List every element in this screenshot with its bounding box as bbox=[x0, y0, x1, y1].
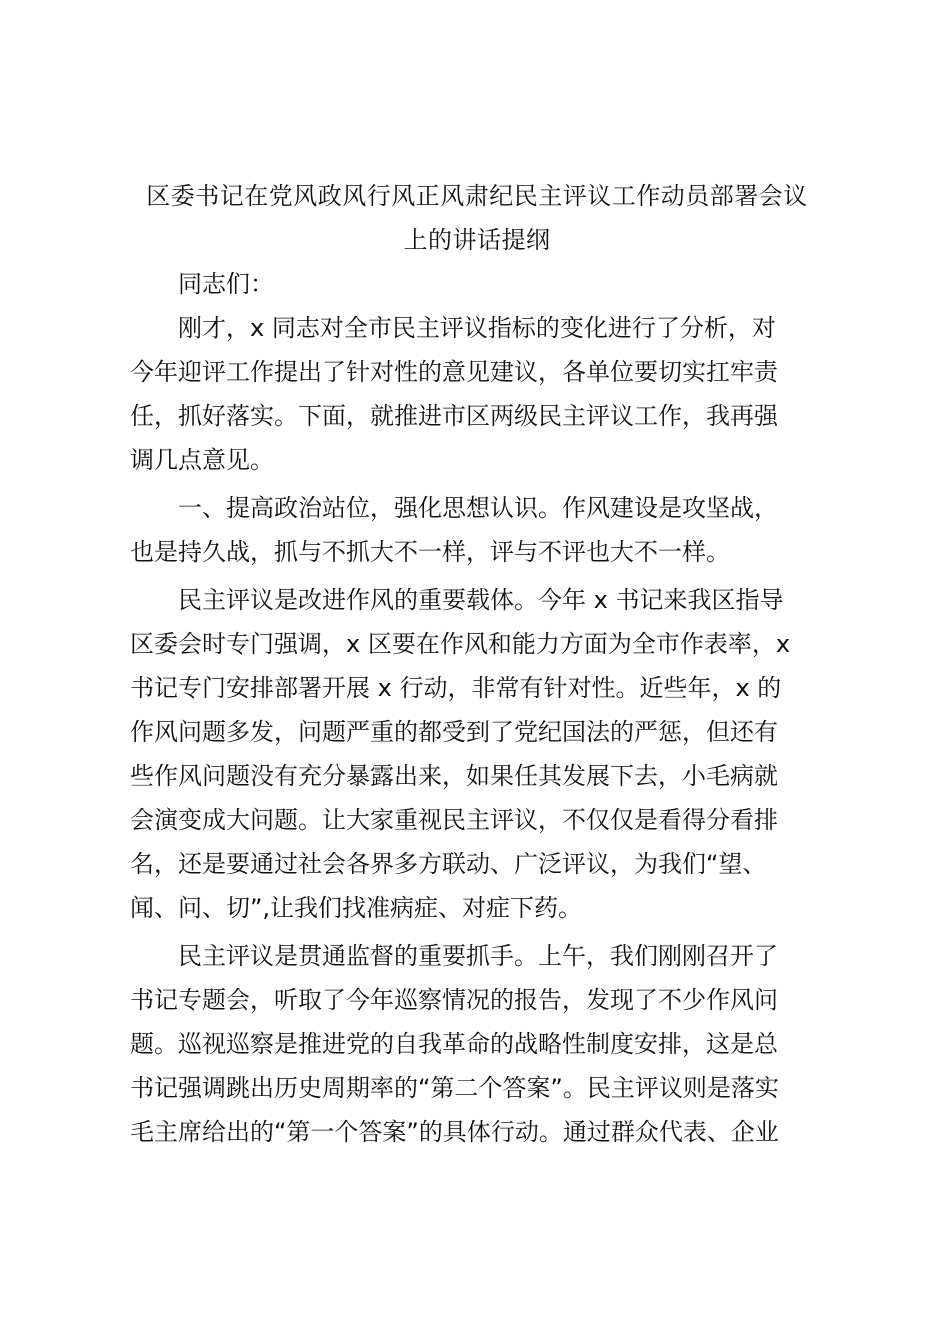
text-line: 刚才，x 同志对全市民主评议指标的变化进行了分析，对 bbox=[178, 314, 776, 342]
text-line: 书记强调跳出历史周期率的“第二个答案”。民主评议则是落实 bbox=[130, 1074, 779, 1102]
document-title bbox=[130, 174, 824, 262]
document-page bbox=[130, 174, 824, 1154]
text-line: 会演变成大问题。让大家重视民主评议，不仅仅是看得分看排 bbox=[130, 806, 778, 834]
text-line: 调几点意见。 bbox=[130, 446, 274, 474]
paragraph-supervision bbox=[130, 934, 824, 1154]
text-line: 些作风问题没有充分暴露出来，如果任其发展下去，小毛病就 bbox=[130, 762, 778, 790]
text-line: 书记专题会，听取了今年巡察情况的报告，发现了不少作风问 bbox=[130, 986, 778, 1014]
text-line: 同志们： bbox=[178, 270, 274, 298]
paragraph-evaluation-carrier bbox=[130, 578, 824, 930]
text-line: 民主评议是改进作风的重要载体。今年 x 书记来我区指导 bbox=[178, 586, 784, 614]
text-line: 毛主席给出的“第一个答案”的具体行动。通过群众代表、企业 bbox=[130, 1118, 779, 1146]
text-line: 作风问题多发，问题严重的都受到了党纪国法的严惩，但还有 bbox=[130, 718, 778, 746]
text-line: 任，抓好落实。下面，就推进市区两级民主评议工作，我再强 bbox=[130, 402, 778, 430]
paragraph-intro bbox=[130, 306, 824, 482]
title-line-1: 区委书记在党风政风行风正风肃纪民主评议工作动员部署会议 bbox=[146, 182, 808, 210]
text-line: 题。巡视巡察是推进党的自我革命的战略性制度安排，这是总 bbox=[130, 1030, 778, 1058]
salutation bbox=[130, 262, 824, 306]
text-line: 书记专门安排部署开展 x 行动，非常有针对性。近些年，x 的 bbox=[130, 674, 782, 702]
text-line: 闻、问、切”,让我们找准病症、对症下药。 bbox=[130, 894, 583, 922]
title-line-2: 上的讲话提纲 bbox=[403, 226, 551, 254]
text-line: 民主评议是贯通监督的重要抓手。上午，我们刚刚召开了 bbox=[178, 942, 778, 970]
text-line: 区委会时专门强调，x 区要在作风和能力方面为全市作表率，x bbox=[130, 630, 791, 658]
text-line: 今年迎评工作提出了针对性的意见建议，各单位要切实扛牢责 bbox=[130, 358, 778, 386]
text-line: 一、提高政治站位，强化思想认识。作风建设是攻坚战， bbox=[178, 494, 778, 522]
text-line: 名，还是要通过社会各界多方联动、广泛评议，为我们“望、 bbox=[130, 850, 767, 878]
paragraph-section-1 bbox=[130, 486, 824, 574]
text-line: 也是持久战，抓与不抓大不一样，评与不评也大不一样。 bbox=[130, 538, 730, 566]
